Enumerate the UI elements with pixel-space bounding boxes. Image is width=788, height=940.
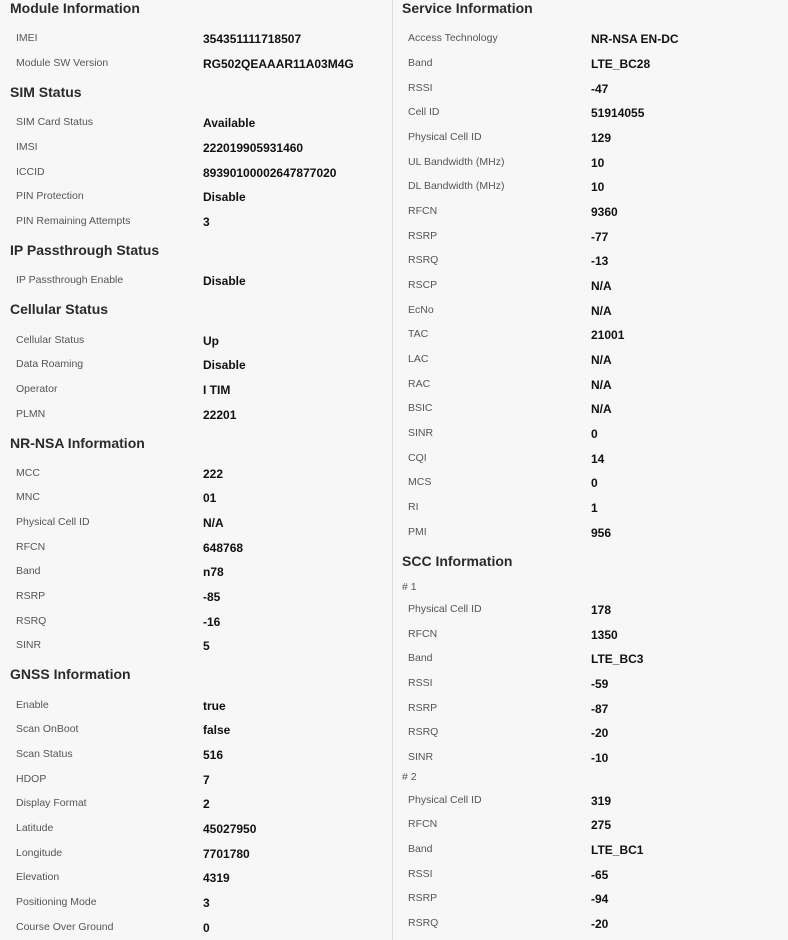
- scc1-physical-cell-id-label: Physical Cell ID: [408, 603, 482, 615]
- cellular-status-label: Cellular Status: [16, 334, 85, 346]
- imsi-label: IMSI: [16, 141, 38, 153]
- service-rsrq-value: -13: [591, 254, 609, 268]
- lac-label: LAC: [408, 353, 429, 365]
- scc1-rsrq-label: RSRQ: [408, 726, 439, 738]
- nr-mnc-label: MNC: [16, 491, 40, 503]
- scc1-rfcn-value: 1350: [591, 628, 618, 642]
- scc2-physical-cell-id-value: 319: [591, 794, 612, 808]
- service-rfcn-label: RFCN: [408, 205, 438, 217]
- scc1-rsrp-label: RSRP: [408, 702, 438, 714]
- rac-label: RAC: [408, 378, 431, 390]
- nr-mcc-label: MCC: [16, 467, 40, 479]
- service-band-value: LTE_BC28: [591, 57, 651, 71]
- pmi-value: 956: [591, 526, 612, 540]
- rscp-value: N/A: [591, 279, 612, 293]
- display-format-label: Display Format: [16, 797, 87, 809]
- ecno-value: N/A: [591, 304, 612, 318]
- sim-card-status-label: SIM Card Status: [16, 116, 94, 128]
- latitude-label: Latitude: [16, 822, 54, 834]
- positioning-mode-value: 3: [203, 896, 210, 910]
- positioning-mode-label: Positioning Mode: [16, 896, 97, 908]
- latitude-value: 45027950: [203, 822, 257, 836]
- elevation-value: 4319: [203, 871, 230, 885]
- nr-band-label: Band: [16, 565, 41, 577]
- longitude-label: Longitude: [16, 847, 63, 859]
- rac-value: N/A: [591, 378, 612, 392]
- scc2-rfcn-label: RFCN: [408, 818, 438, 830]
- iccid-value: 89390100002647877020: [203, 166, 337, 180]
- ip-passthrough-status-title: IP Passthrough Status: [10, 242, 160, 258]
- pin-protection-label: PIN Protection: [16, 190, 84, 202]
- imei-value: 354351111718507: [203, 32, 302, 46]
- nr-sinr-label: SINR: [16, 639, 42, 651]
- service-rfcn-value: 9360: [591, 205, 618, 219]
- ip-passthrough-enable-label: IP Passthrough Enable: [16, 274, 124, 286]
- access-technology-label: Access Technology: [408, 32, 498, 44]
- scc2-rsrp-value: -94: [591, 892, 609, 906]
- scc2-rsrq-label: RSRQ: [408, 917, 439, 929]
- nr-mnc-value: 01: [203, 491, 217, 505]
- nr-rfcn-label: RFCN: [16, 541, 46, 553]
- scc2-physical-cell-id-label: Physical Cell ID: [408, 794, 482, 806]
- pmi-label: PMI: [408, 526, 427, 538]
- scan-onboot-value: false: [203, 723, 231, 737]
- scc1-sinr-value: -10: [591, 751, 609, 765]
- gnss-information-title: GNSS Information: [10, 666, 131, 682]
- nr-rsrq-value: -16: [203, 615, 221, 629]
- plmn-value: 22201: [203, 408, 237, 422]
- nr-sinr-value: 5: [203, 639, 210, 653]
- cqi-label: CQI: [408, 452, 427, 464]
- right-column: [393, 0, 788, 940]
- ri-value: 1: [591, 501, 598, 515]
- cellular-status-value: Up: [203, 334, 219, 348]
- display-format-value: 2: [203, 797, 210, 811]
- gnss-enable-value: true: [203, 699, 226, 713]
- bsic-label: BSIC: [408, 402, 433, 414]
- ecno-label: EcNo: [408, 304, 434, 316]
- module-information-title: Module Information: [10, 0, 140, 16]
- scc1-sinr-label: SINR: [408, 751, 434, 763]
- left-column: [0, 0, 392, 940]
- scc1-band-value: LTE_BC3: [591, 652, 644, 666]
- operator-value: I TIM: [203, 383, 231, 397]
- cell-id-label: Cell ID: [408, 106, 440, 118]
- scc-group-2-header: # 2: [402, 771, 417, 783]
- scc-information-title: SCC Information: [402, 553, 513, 569]
- scc1-rsrp-value: -87: [591, 702, 609, 716]
- mcs-value: 0: [591, 476, 598, 490]
- rscp-label: RSCP: [408, 279, 438, 291]
- hdop-label: HDOP: [16, 773, 47, 785]
- tac-label: TAC: [408, 328, 429, 340]
- sim-status-title: SIM Status: [10, 84, 82, 100]
- nr-rsrp-value: -85: [203, 590, 221, 604]
- scc-group-1-header: # 1: [402, 581, 417, 593]
- service-rssi-value: -47: [591, 82, 609, 96]
- scc2-rssi-label: RSSI: [408, 868, 433, 880]
- ul-bandwidth-value: 10: [591, 156, 605, 170]
- nr-physical-cell-id-value: N/A: [203, 516, 224, 530]
- course-over-ground-value: 0: [203, 921, 210, 935]
- dl-bandwidth-value: 10: [591, 180, 605, 194]
- scc2-rssi-value: -65: [591, 868, 609, 882]
- pin-protection-value: Disable: [203, 190, 246, 204]
- tac-value: 21001: [591, 328, 625, 342]
- service-rsrq-label: RSRQ: [408, 254, 439, 266]
- scan-onboot-label: Scan OnBoot: [16, 723, 79, 735]
- nr-rsrq-label: RSRQ: [16, 615, 47, 627]
- scc1-band-label: Band: [408, 652, 433, 664]
- operator-label: Operator: [16, 383, 58, 395]
- cqi-value: 14: [591, 452, 605, 466]
- scan-status-value: 516: [203, 748, 224, 762]
- scc2-rsrp-label: RSRP: [408, 892, 438, 904]
- sim-card-status-value: Available: [203, 116, 256, 130]
- scc2-band-label: Band: [408, 843, 433, 855]
- ip-passthrough-enable-value: Disable: [203, 274, 246, 288]
- service-information-title: Service Information: [402, 0, 533, 16]
- service-physical-cell-id-value: 129: [591, 131, 612, 145]
- data-roaming-label: Data Roaming: [16, 358, 84, 370]
- hdop-value: 7: [203, 773, 210, 787]
- scc2-rsrq-value: -20: [591, 917, 609, 931]
- lac-value: N/A: [591, 353, 612, 367]
- module-sw-version-label: Module SW Version: [16, 57, 109, 69]
- dl-bandwidth-label: DL Bandwidth (MHz): [408, 180, 505, 192]
- nr-physical-cell-id-label: Physical Cell ID: [16, 516, 90, 528]
- nr-nsa-information-title: NR-NSA Information: [10, 435, 145, 451]
- iccid-label: ICCID: [16, 166, 45, 178]
- data-roaming-value: Disable: [203, 358, 246, 372]
- ri-label: RI: [408, 501, 419, 513]
- service-rsrp-value: -77: [591, 230, 609, 244]
- course-over-ground-label: Course Over Ground: [16, 921, 114, 933]
- scc1-rssi-label: RSSI: [408, 677, 433, 689]
- bsic-value: N/A: [591, 402, 612, 416]
- service-sinr-value: 0: [591, 427, 598, 441]
- access-technology-value: NR-NSA EN-DC: [591, 32, 679, 46]
- imei-label: IMEI: [16, 32, 38, 44]
- scc1-rsrq-value: -20: [591, 726, 609, 740]
- scc1-physical-cell-id-value: 178: [591, 603, 612, 617]
- cell-id-value: 51914055: [591, 106, 645, 120]
- elevation-label: Elevation: [16, 871, 60, 883]
- module-sw-version-value: RG502QEAAAR11A03M4G: [203, 57, 354, 71]
- nr-rfcn-value: 648768: [203, 541, 244, 555]
- plmn-label: PLMN: [16, 408, 46, 420]
- nr-band-value: n78: [203, 565, 224, 579]
- nr-rsrp-label: RSRP: [16, 590, 46, 602]
- pin-remaining-attempts-value: 3: [203, 215, 210, 229]
- longitude-value: 7701780: [203, 847, 250, 861]
- scc2-rfcn-value: 275: [591, 818, 612, 832]
- scc2-band-value: LTE_BC1: [591, 843, 644, 857]
- service-band-label: Band: [408, 57, 433, 69]
- scc1-rfcn-label: RFCN: [408, 628, 438, 640]
- service-sinr-label: SINR: [408, 427, 434, 439]
- nr-mcc-value: 222: [203, 467, 224, 481]
- scan-status-label: Scan Status: [16, 748, 73, 760]
- service-physical-cell-id-label: Physical Cell ID: [408, 131, 482, 143]
- cellular-status-title: Cellular Status: [10, 301, 109, 317]
- imsi-value: 222019905931460: [203, 141, 304, 155]
- gnss-enable-label: Enable: [16, 699, 49, 711]
- mcs-label: MCS: [408, 476, 432, 488]
- pin-remaining-attempts-label: PIN Remaining Attempts: [16, 215, 131, 227]
- service-rssi-label: RSSI: [408, 82, 433, 94]
- scc1-rssi-value: -59: [591, 677, 609, 691]
- ul-bandwidth-label: UL Bandwidth (MHz): [408, 156, 505, 168]
- service-rsrp-label: RSRP: [408, 230, 438, 242]
